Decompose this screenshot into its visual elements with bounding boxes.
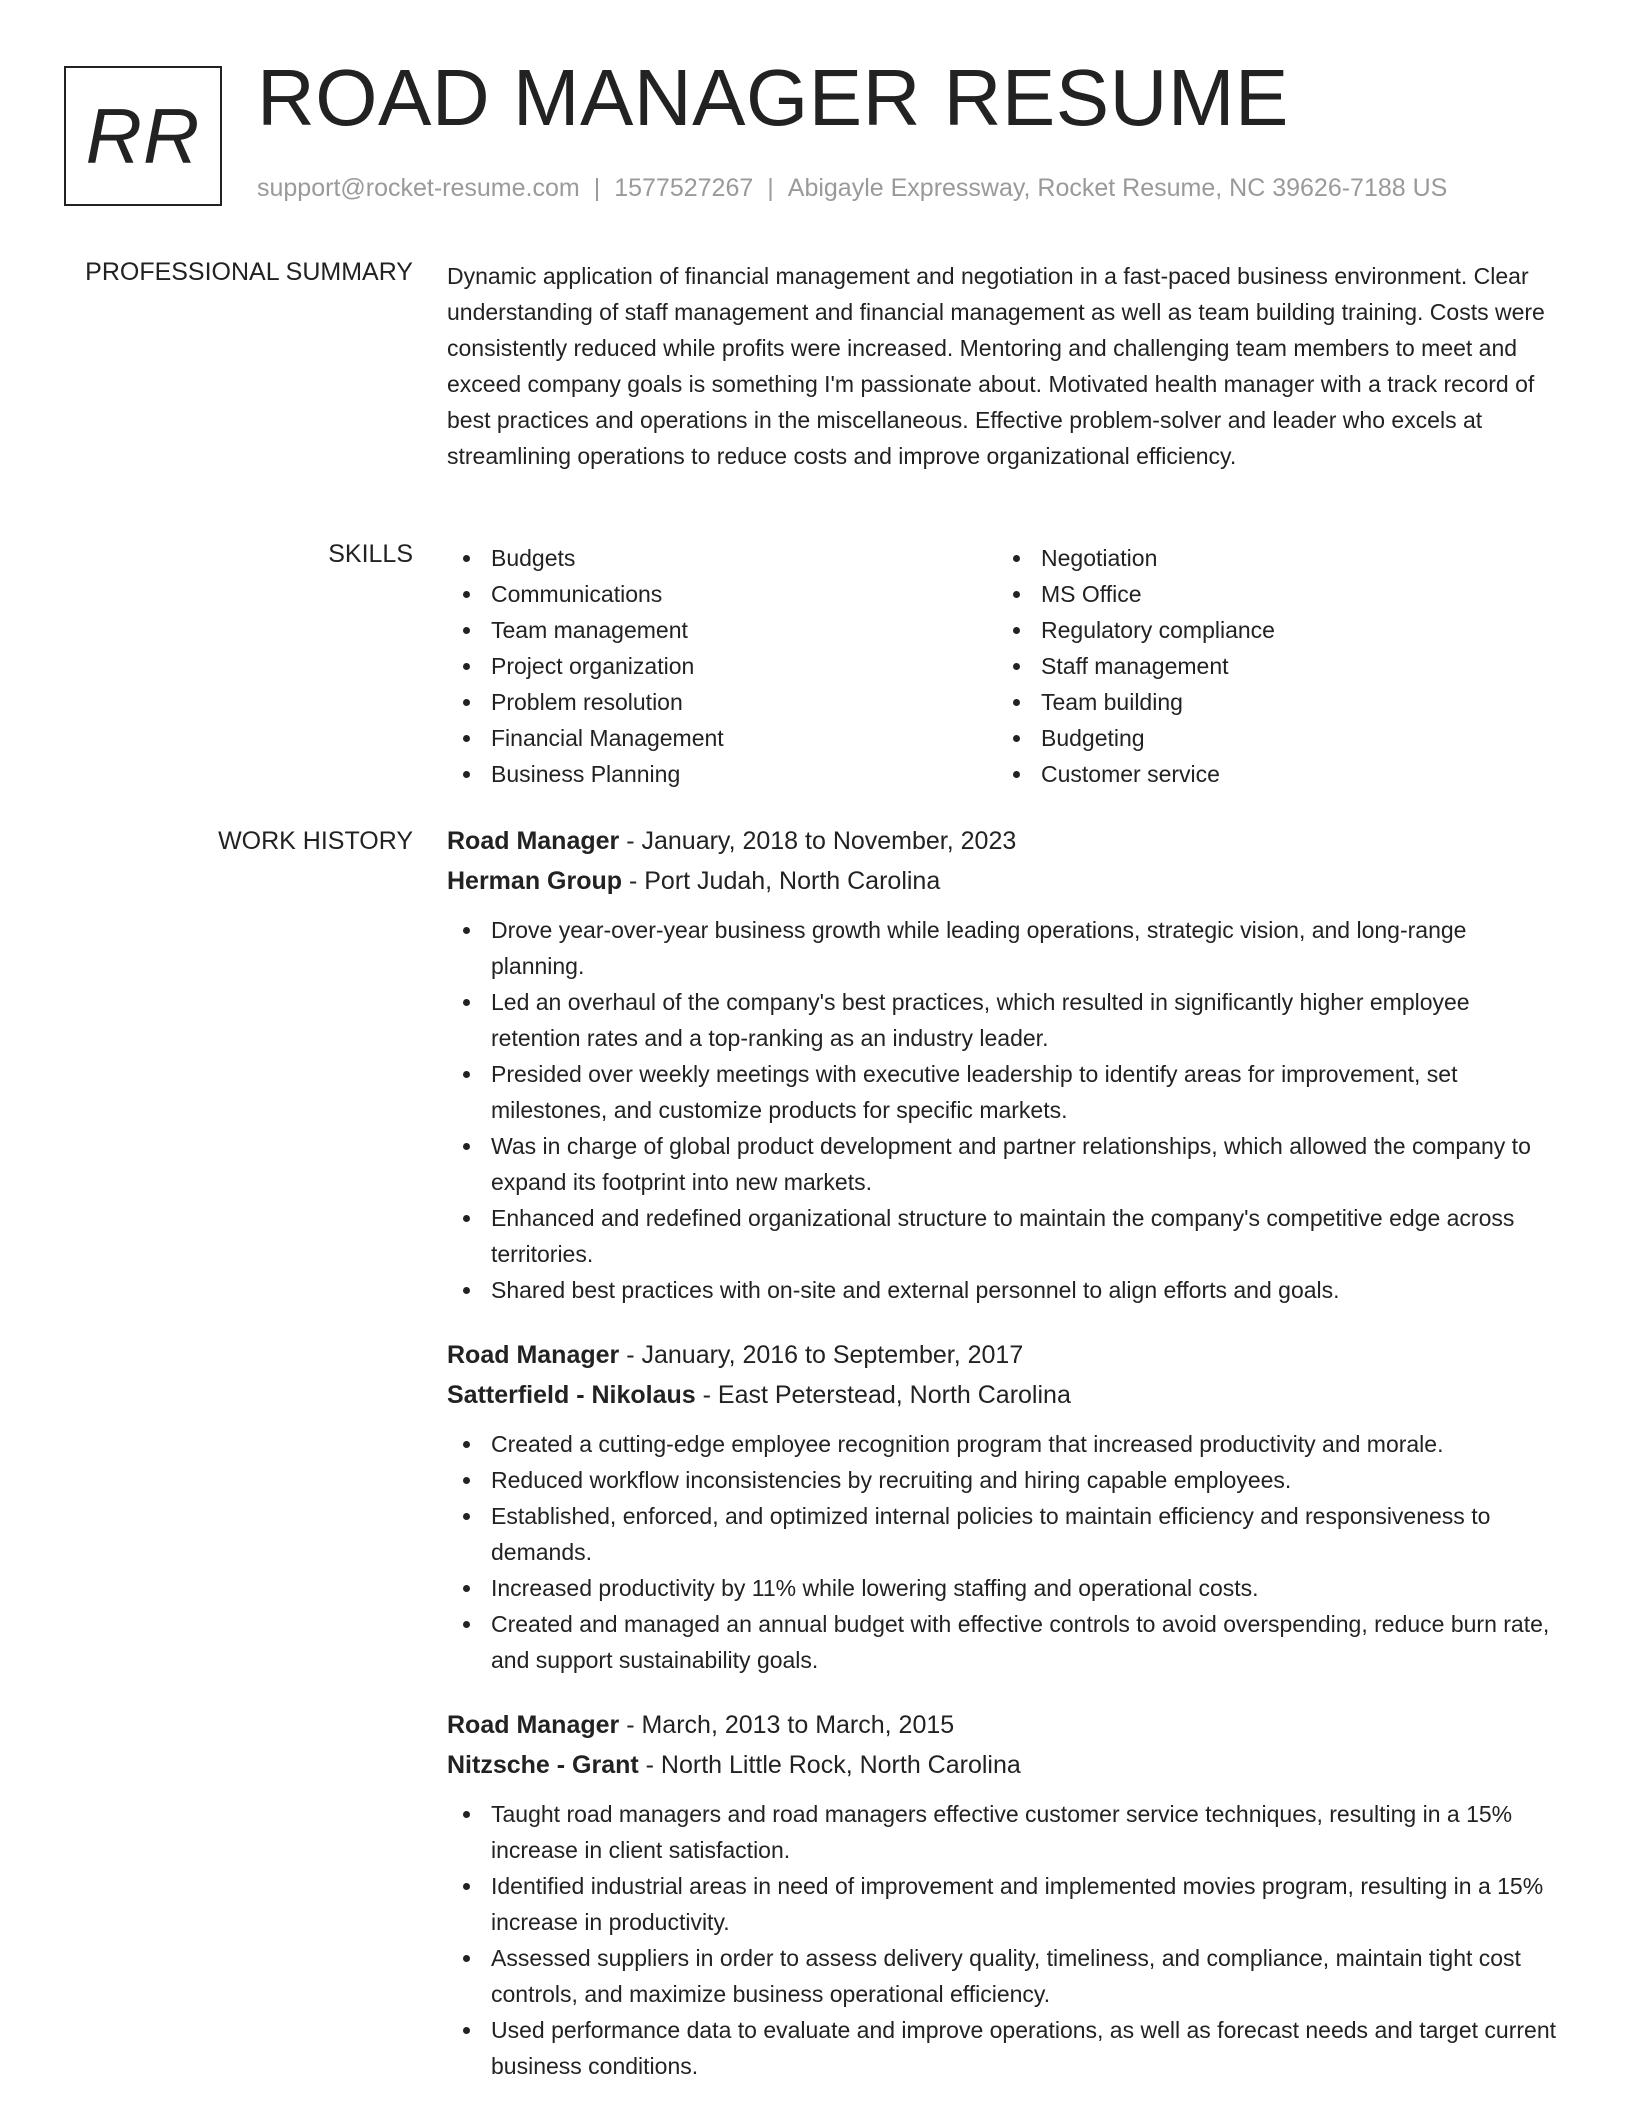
skill-item: Business Planning bbox=[447, 756, 997, 792]
job-company-line bbox=[447, 1745, 1562, 1785]
skill-item: Problem resolution bbox=[447, 684, 997, 720]
job-entry bbox=[447, 1705, 1562, 2084]
skill-item: Regulatory compliance bbox=[997, 612, 1547, 648]
job-bullet: Identified industrial areas in need of improvement and implemented movies program, resulting in a 15% increase in productivity. bbox=[447, 1868, 1562, 1940]
job-bullet-list bbox=[447, 1796, 1562, 2084]
dash: - bbox=[638, 1751, 661, 1779]
dash: - bbox=[695, 1381, 718, 1409]
job-dates: January, 2018 to November, 2023 bbox=[641, 827, 1017, 855]
skills-list-left bbox=[447, 540, 997, 792]
monogram-logo: RR bbox=[64, 66, 222, 206]
job-bullet: Created and managed an annual budget with effective controls to avoid overspending, reduce burn rate, and support sustainability goals. bbox=[447, 1606, 1562, 1678]
job-title: Road Manager bbox=[447, 1341, 620, 1369]
job-bullet: Created a cutting-edge employee recognition program that increased productivity and morale. bbox=[447, 1426, 1562, 1462]
job-entry bbox=[447, 821, 1562, 1308]
job-location: North Little Rock, North Carolina bbox=[660, 1751, 1021, 1779]
job-title: Road Manager bbox=[447, 1711, 620, 1739]
skill-item: Team management bbox=[447, 612, 997, 648]
job-title: Road Manager bbox=[447, 827, 620, 855]
job-bullet: Reduced workflow inconsistencies by recruiting and hiring capable employees. bbox=[447, 1462, 1562, 1498]
job-bullet: Shared best practices with on-site and external personnel to align efforts and goals. bbox=[447, 1272, 1562, 1308]
job-bullet: Was in charge of global product development and partner relationships, which allowed the company to expand its footprint into new markets. bbox=[447, 1128, 1562, 1200]
job-bullet: Taught road managers and road managers effective customer service techniques, resulting in a 15% increase in client satisfaction. bbox=[447, 1796, 1562, 1868]
skills-heading: SKILLS bbox=[328, 540, 413, 568]
dash: - bbox=[619, 827, 642, 855]
job-bullet: Drove year-over-year business growth while leading operations, strategic vision, and long-range planning. bbox=[447, 912, 1562, 984]
resume-title: ROAD MANAGER RESUME bbox=[257, 53, 1289, 142]
dash: - bbox=[622, 867, 645, 895]
job-bullet: Led an overhaul of the company's best practices, which resulted in significantly higher employee retention rates and a top-ranking as an industry leader. bbox=[447, 984, 1562, 1056]
job-bullet: Assessed suppliers in order to assess delivery quality, timeliness, and compliance, maintain tight cost controls, and maximize business operational efficiency. bbox=[447, 1940, 1562, 2012]
job-bullet-list bbox=[447, 912, 1562, 1308]
job-title-line bbox=[447, 821, 1562, 861]
skill-item: Customer service bbox=[997, 756, 1547, 792]
skill-item: Negotiation bbox=[997, 540, 1547, 576]
job-bullet: Established, enforced, and optimized internal policies to maintain efficiency and responsiveness to demands. bbox=[447, 1498, 1562, 1570]
job-bullet: Used performance data to evaluate and improve operations, as well as forecast needs and target current business conditions. bbox=[447, 2012, 1562, 2084]
skill-item: Communications bbox=[447, 576, 997, 612]
job-dates: March, 2013 to March, 2015 bbox=[641, 1711, 955, 1739]
dash: - bbox=[619, 1341, 642, 1369]
summary-text: Dynamic application of financial management and negotiation in a fast-paced business environment. Clear understanding of staff management and financial management as well as team building training. Costs were consistently reduced while profits were increased. Mentoring and challenging team members to meet and exceed company goals is something I'm passionate about. Motivated health manager with a track record of best practices and operations in the miscellaneous. Effective problem-solver and leader who excels at streamlining operations to reduce costs and improve organizational efficiency. bbox=[447, 263, 1545, 469]
contact-email[interactable]: support@rocket-resume.com bbox=[257, 174, 580, 202]
work-history-heading: WORK HISTORY bbox=[218, 827, 413, 855]
skills-list-right bbox=[997, 540, 1547, 792]
contact-phone[interactable]: 1577527267 bbox=[614, 174, 754, 202]
job-company-line bbox=[447, 861, 1562, 901]
job-company: Herman Group bbox=[447, 867, 623, 895]
job-location: East Peterstead, North Carolina bbox=[717, 1381, 1071, 1409]
job-company: Nitzsche - Grant bbox=[447, 1751, 639, 1779]
job-company: Satterfield - Nikolaus bbox=[447, 1381, 696, 1409]
job-bullet-list bbox=[447, 1426, 1562, 1678]
contact-separator: | bbox=[593, 174, 601, 202]
contact-line bbox=[257, 174, 1447, 203]
skill-item: Financial Management bbox=[447, 720, 997, 756]
work-history-list bbox=[447, 821, 1562, 2111]
contact-separator: | bbox=[767, 174, 774, 202]
job-entry bbox=[447, 1335, 1562, 1678]
job-bullet: Enhanced and redefined organizational structure to maintain the company's competitive edge across territories. bbox=[447, 1200, 1562, 1272]
job-location: Port Judah, North Carolina bbox=[644, 867, 941, 895]
dash: - bbox=[619, 1711, 642, 1739]
skill-item: Staff management bbox=[997, 648, 1547, 684]
skill-item: Project organization bbox=[447, 648, 997, 684]
job-title-line bbox=[447, 1705, 1562, 1745]
skill-item: Budgeting bbox=[997, 720, 1547, 756]
contact-address: Abigayle Expressway, Rocket Resume, NC 39626-7188 US bbox=[787, 174, 1448, 202]
job-company-line bbox=[447, 1375, 1562, 1415]
summary-heading: PROFESSIONAL SUMMARY bbox=[85, 258, 413, 286]
job-bullet: Increased productivity by 11% while lowering staffing and operational costs. bbox=[447, 1570, 1562, 1606]
job-bullet: Presided over weekly meetings with executive leadership to identify areas for improvement, set milestones, and customize products for specific markets. bbox=[447, 1056, 1562, 1128]
job-title-line bbox=[447, 1335, 1562, 1375]
skill-item: Budgets bbox=[447, 540, 997, 576]
skill-item: MS Office bbox=[997, 576, 1547, 612]
job-dates: January, 2016 to September, 2017 bbox=[641, 1341, 1024, 1369]
skill-item: Team building bbox=[997, 684, 1547, 720]
